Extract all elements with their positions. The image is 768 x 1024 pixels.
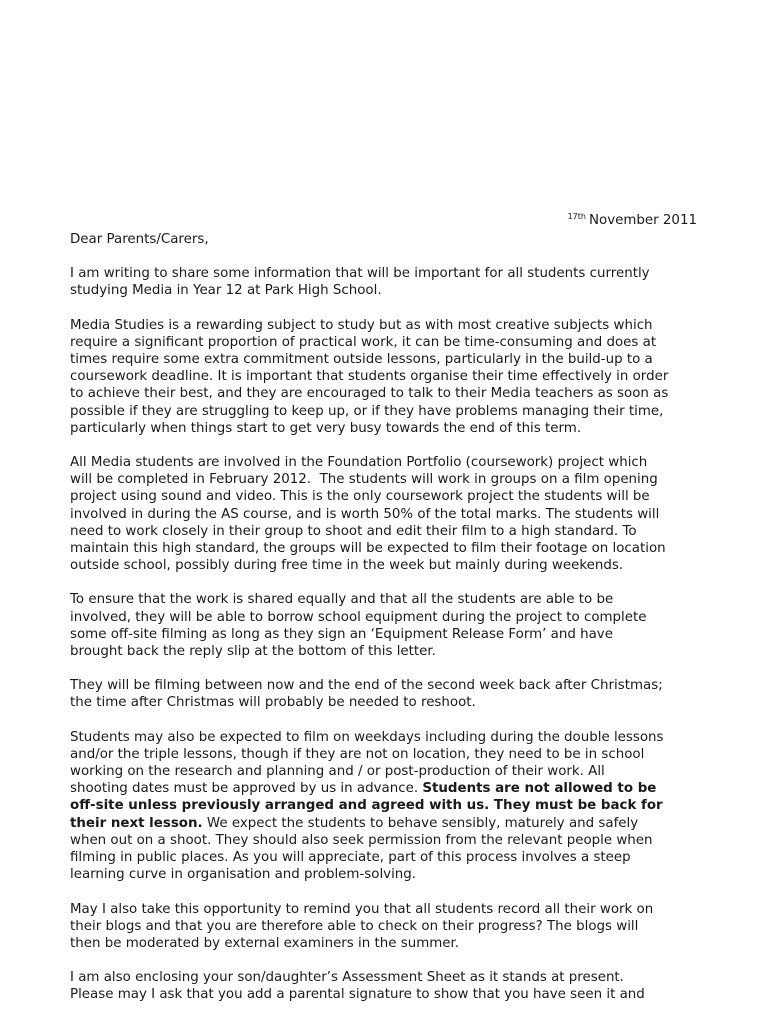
- paragraph-equipment: [70, 591, 740, 660]
- paragraph-media-studies: [70, 317, 740, 437]
- text-line: I am also enclosing your son/daughter’s Assessment Sheet as it stands at present.: [70, 970, 624, 986]
- text-bold: off-site unless previously arranged and agreed with us. They must be back for: [70, 798, 663, 814]
- text-line: Media Studies is a rewarding subject to study but as with most creative subjects which: [70, 317, 653, 333]
- text-line: project using sound and video. This is the only coursework project the students will be: [70, 489, 650, 505]
- text-line: will be completed in February 2012. The students will work in groups on a film opening: [70, 472, 658, 488]
- text-line: involved in during the AS course, and is worth 50% of the total marks. The students will: [70, 506, 660, 522]
- date-text: November 2011: [589, 213, 697, 228]
- salutation: Dear Parents/Carers,: [70, 232, 209, 247]
- paragraph-filming-schedule: [70, 677, 740, 711]
- letter-date: [568, 212, 697, 229]
- text-line: filming in public places. As you will appreciate, part of this process involves a steep: [70, 850, 631, 866]
- text-line: the time after Christmas will probably be needed to reshoot.: [70, 695, 476, 711]
- text-line: outside school, possibly during free time in the week but mainly during weekends.: [70, 558, 624, 574]
- paragraph-foundation-portfolio: [70, 454, 740, 574]
- text-line: and/or the triple lessons, though if they are not on location, they need to be in school: [70, 746, 645, 762]
- text-line: when out on a shoot. They should also seek permission from the relevant people when: [70, 832, 653, 848]
- paragraph-weekday-filming: [70, 729, 740, 884]
- text-line: To ensure that the work is shared equally and that all the students are able to be: [70, 592, 614, 608]
- text-line: then be moderated by external examiners in the summer.: [70, 935, 460, 951]
- text-line: [70, 780, 740, 797]
- letter-body: [70, 231, 740, 1021]
- text-line: involved, they will be able to borrow school equipment during the project to complete: [70, 609, 647, 625]
- text-line: All Media students are involved in the Foundation Portfolio (coursework) project which: [70, 455, 648, 471]
- text-line: They will be filming between now and the end of the second week back after Christmas;: [70, 678, 663, 694]
- text-bold: Students are not allowed to be: [422, 781, 657, 797]
- paragraph-assessment-sheet: [70, 969, 740, 1003]
- paragraph-blogs: [70, 901, 740, 953]
- text-line: studying Media in Year 12 at Park High School.: [70, 283, 382, 299]
- text-line: I am writing to share some information that will be important for all students currently: [70, 266, 650, 282]
- text-line: [70, 797, 740, 814]
- text-bold: their next lesson.: [70, 815, 203, 831]
- text-line: maintain this high standard, the groups will be expected to film their footage on location: [70, 541, 666, 557]
- text-line: May I also take this opportunity to remind you that all students record all their work on: [70, 901, 654, 917]
- text-line: to achieve their best, and they are encouraged to talk to their Media teachers as soon as: [70, 386, 669, 402]
- text-line: learning curve in organisation and problem-solving.: [70, 867, 417, 883]
- text-line: Students may also be expected to film on weekdays including during the double lessons: [70, 729, 664, 745]
- paragraph-intro: [70, 265, 740, 299]
- text-line: brought back the reply slip at the bottom of this letter.: [70, 644, 436, 660]
- text-plain: We expect the students to behave sensibly, maturely and safely: [202, 815, 639, 831]
- text-line: times require some extra commitment outside lessons, particularly in the build-up to a: [70, 352, 653, 368]
- date-ordinal: 17th: [567, 212, 586, 221]
- text-line: possible if they are struggling to keep up, or if they have problems managing their time,: [70, 403, 664, 419]
- text-line: working on the research and planning and / or post-production of their work. All: [70, 764, 605, 780]
- text-line: particularly when things start to get very busy towards the end of this term.: [70, 420, 582, 436]
- text-line: Please may I ask that you add a parental signature to show that you have seen it and: [70, 987, 645, 1003]
- text-line: some off-site filming as long as they sign an ‘Equipment Release Form’ and have: [70, 626, 613, 642]
- text-line: coursework deadline. It is important that students organise their time effectively in order: [70, 369, 669, 385]
- text-line: need to work closely in their group to shoot and edit their film to a high standard. To: [70, 523, 637, 539]
- text-line: their blogs and that you are therefore able to check on their progress? The blogs will: [70, 918, 639, 934]
- text-plain: shooting dates must be approved by us in advance.: [70, 781, 423, 797]
- text-line: [70, 815, 740, 832]
- text-line: require a significant proportion of practical work, it can be time-consuming and does at: [70, 334, 657, 350]
